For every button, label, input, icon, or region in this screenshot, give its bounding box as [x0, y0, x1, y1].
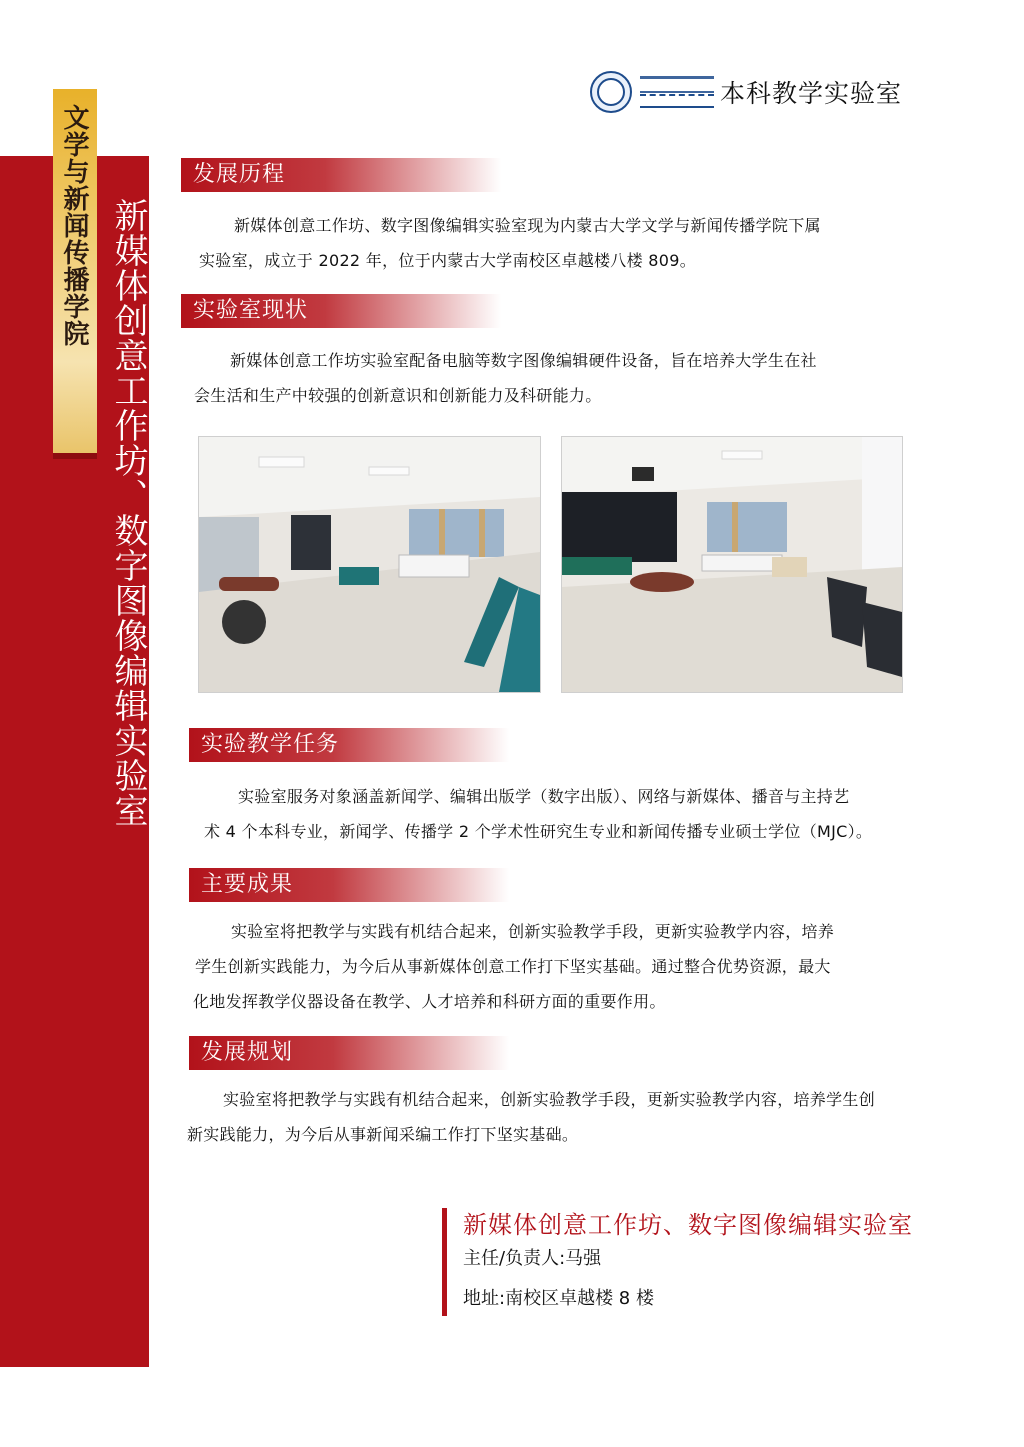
section-heading-history: 发展历程 — [181, 158, 501, 192]
paragraph-line: 实验室服务对象涵盖新闻学、编辑出版学（数字出版）、网络与新媒体、播音与主持艺 — [238, 787, 850, 806]
paragraph-line: 术 4 个本科专业，新闻学、传播学 2 个学术性研究生专业和新闻传播专业硕士学位（MJC）。 — [204, 822, 873, 841]
section-body-achievements — [193, 914, 834, 1019]
paragraph-line: 实验室，成立于 2022 年，位于内蒙古大学南校区卓越楼八楼 809。 — [199, 251, 697, 270]
college-name: 文学与新闻传播学院 — [59, 104, 89, 347]
paragraph-line: 实验室将把教学与实践有机结合起来，创新实验教学手段，更新实验教学内容，培养 — [231, 922, 835, 941]
university-seal-icon — [590, 71, 632, 113]
paragraph-line: 实验室将把教学与实践有机结合起来，创新实验教学手段，更新实验教学内容，培养学生创 — [223, 1090, 876, 1109]
paragraph-line: 新实践能力，为今后从事新闻采编工作打下坚实基础。 — [187, 1125, 579, 1144]
section-heading-planning: 发展规划 — [189, 1036, 509, 1070]
paragraph-line: 化地发挥教学仪器设备在教学、人才培养和科研方面的重要作用。 — [193, 992, 666, 1011]
paragraph-line: 新媒体创意工作坊、数字图像编辑实验室现为内蒙古大学文学与新闻传播学院下属 — [234, 216, 821, 235]
lab-name-vertical: 新媒体创意工作坊、数字图像编辑实验室 — [108, 198, 148, 828]
university-logo-wordmark — [640, 73, 714, 111]
section-heading-achievements: 主要成果 — [189, 868, 509, 902]
section-body-status — [194, 343, 817, 413]
page-header — [590, 70, 902, 114]
lab-photo-right — [561, 436, 903, 693]
paragraph-line: 新媒体创意工作坊实验室配备电脑等数字图像编辑硬件设备，旨在培养大学生在社 — [230, 351, 817, 370]
paragraph-line: 学生创新实践能力，为今后从事新媒体创意工作打下坚实基础。通过整合优势资源，最大 — [195, 957, 831, 976]
lab-photo-left — [198, 436, 541, 693]
section-body-planning — [187, 1082, 875, 1152]
section-body-tasks — [204, 779, 872, 849]
lab-contact-box — [442, 1208, 942, 1316]
footer-address: 地址:南校区卓越楼 8 楼 — [463, 1288, 654, 1309]
section-heading-tasks: 实验教学任务 — [189, 728, 509, 762]
page-title: 本科教学实验室 — [719, 79, 902, 108]
footer-lab-title: 新媒体创意工作坊、数字图像编辑实验室 — [463, 1211, 913, 1239]
footer-director: 主任/负责人:马强 — [463, 1248, 602, 1269]
section-body-history — [199, 208, 821, 278]
section-heading-status: 实验室现状 — [181, 294, 501, 328]
paragraph-line: 会生活和生产中较强的创新意识和创新能力及科研能力。 — [194, 386, 602, 405]
